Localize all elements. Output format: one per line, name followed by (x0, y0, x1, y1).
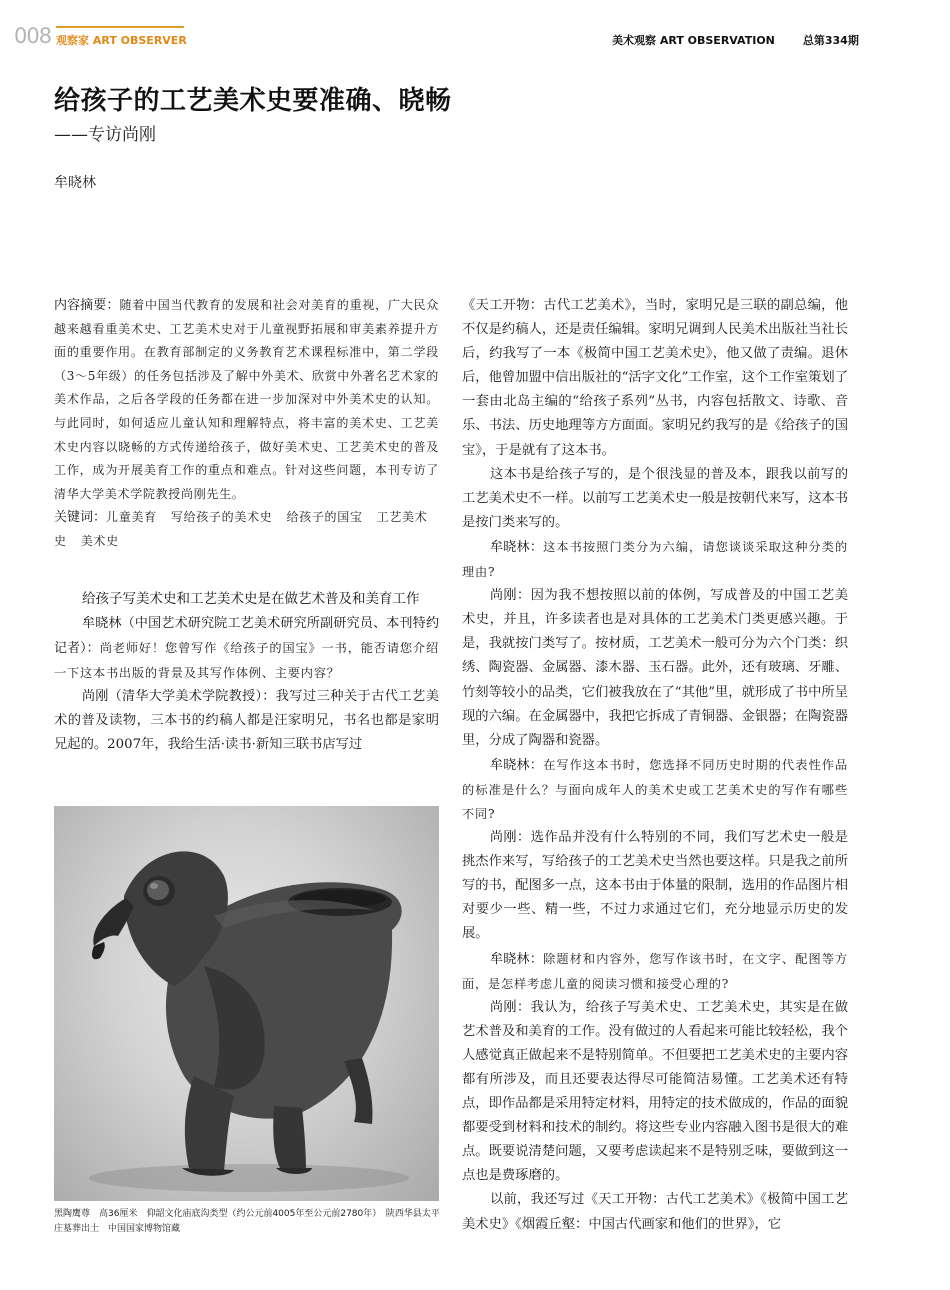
answer-text: 我认为，给孩子写美术史、工艺美术史，其实是在做艺术普及和美育的工作。没有做过的人看起来可能比较轻松，我个人感觉真正做起来不是特别简单。不但要把工艺美术史的主要内容都有所涉及，而且还要表达得尽可能简洁易懂。工艺美术还有特点，即作品都是采用特定材料，用特定的技术做成的，作品的面貌都要受到材料和技术的制约。将这些专业内容融入图书是很大的难点。既要说清楚问题，又要考虑读起来不是特别乏味，要做到这一点也是费琢磨的。 (462, 999, 848, 1184)
body-paragraph (462, 1188, 848, 1236)
body-paragraph (462, 294, 848, 463)
interview-answer (54, 685, 439, 757)
speaker-label: 尚刚： (490, 830, 531, 846)
interview-answer (462, 826, 848, 946)
body-paragraph (462, 463, 848, 535)
issue-number: 总第334期 (802, 34, 859, 47)
header-rule (56, 26, 184, 28)
speaker-label: 牟晓林： (490, 951, 544, 967)
keyword: 美术史 (80, 533, 119, 548)
magazine-name: 美术观察 ART OBSERVATION (612, 34, 775, 47)
keyword: 写给孩子的美术史 (170, 510, 273, 525)
right-column (462, 294, 848, 1237)
photo-caption: 黑陶鹰尊 高36厘米 仰韶文化庙底沟类型（约公元前4005年至公元前2780年） 陕西华县太平庄墓葬出土 中国国家博物馆藏 (54, 1209, 440, 1234)
interview-question (54, 611, 439, 685)
artifact-photo (54, 806, 439, 1201)
left-column (54, 294, 439, 757)
interview-question (462, 753, 848, 826)
speaker-label: 牟晓林： (490, 757, 544, 773)
speaker-label: 牟晓林（中国艺术研究院工艺美术研究所副研究员、本刊特约记者）： (54, 615, 439, 656)
column-label: 观察家 ART OBSERVER (56, 34, 187, 47)
paragraph-text: 《天工开物：古代工艺美术》，当时，家明兄是三联的副总编，他不仅是约稿人，还是责任编辑。家明兄调到人民美术出版社当社长后，约我写了一本《极简中国工艺美术史》，他又做了责编。退休后，他曾加盟中信出版社的“活字文化”工作室，这个工作室策划了一套由北岛主编的“给孩子系列”丛书，内容包括散文、诗歌、音乐、书法、历史地理等方方面面。家明兄约我写的是《给孩子的国宝》，于是就有了这本书。 (462, 298, 848, 458)
magazine-header (612, 32, 859, 48)
answer-text: 我写过三种关于古代工艺美术的普及读物，三本书的约稿人都是汪家明兄，书名也都是家明兄起的。2007年，我给生活·读书·新知三联书店写过 (54, 688, 439, 752)
keywords (54, 506, 439, 553)
article-author: 牟晓林 (54, 175, 96, 191)
paragraph-text: 这本书是给孩子写的，是个很浅显的普及本，跟我以前写的工艺美术史不一样。以前写工艺美术史一般是按朝代来写，这本书是按门类来写的。 (462, 466, 848, 530)
paragraph-text: 以前，我还写过《天工开物：古代工艺美术》《极简中国工艺美术史》《烟霞丘壑：中国古代画家和他们的世界》，它 (462, 1192, 848, 1232)
interview-answer (462, 996, 848, 1189)
keyword: 儿童美育 (106, 510, 157, 525)
speaker-label: 尚刚（清华大学美术学院教授）： (82, 688, 276, 704)
interview-answer (462, 584, 848, 753)
speaker-label: 尚刚： (490, 999, 531, 1015)
answer-text: 选作品并没有什么特别的不同，我们写艺术史一般是挑杰作来写，写给孩子的工艺美术史当然也要这样。只是我之前所写的书，配图多一点，这本书由于体量的限制，选用的作品图片相对要少一些、精一些，不过力求通过它们，充分地显示历史的发展。 (462, 830, 848, 942)
article-title: 给孩子的工艺美术史要准确、晓畅 (54, 86, 452, 116)
speaker-label: 尚刚： (490, 588, 531, 604)
page-number: 008 (14, 24, 52, 48)
article-subtitle: ——专访尚刚 (54, 125, 156, 145)
question-text: 这本书按照门类分为六编，请您谈谈采取这种分类的理由? (462, 539, 848, 580)
question-text: 尚老师好！您曾写作《给孩子的国宝》一书，能否请您介绍一下这本书出版的背景及其写作体例、主要内容？ (54, 640, 439, 680)
black-pottery-eagle-zun-illustration (54, 806, 439, 1201)
interview-question (462, 535, 848, 584)
section-heading: 给孩子写美术史和工艺美术史是在做艺术普及和美育工作 (82, 590, 420, 607)
abstract-text: 随着中国当代教育的发展和社会对美育的重视，广大民众越来越看重美术史、工艺美术史对于儿童视野拓展和审美素养提升方面的重要作用。在教育部制定的义务教育艺术课程标准中，第二学段（3～5年级）的任务包括涉及了解中外美术、欣赏中外著名艺术家的美术作品，之后各学段的任务都在进一步加深对中外美术史的认知。与此同时，如何适应儿童认知和理解特点，将丰富的美术史、工艺美术史内容以晓畅的方式传递给孩子，做好美术史、工艺美术史的普及工作，成为开展美育工作的重点和难点。针对这些问题，本刊专访了清华大学美术学院教授尚刚先生。 (54, 298, 439, 501)
abstract (54, 294, 439, 506)
question-text: 在写作这本书时，您选择不同历史时期的代表性作品的标准是什么？与面向成年人的美术史或工艺美术史的写作有哪些不同? (462, 757, 848, 821)
keywords-label: 关键词： (54, 510, 107, 526)
abstract-label: 内容摘要： (54, 298, 120, 313)
interview-question (462, 947, 848, 996)
answer-text: 因为我不想按照以前的体例，写成普及的中国工艺美术史，并且，许多读者也是对具体的工艺美术门类更感兴趣。于是，我就按门类写了。按材质，工艺美术一般可分为六个门类：织绣、陶瓷器、金属器、漆木器、玉石器。此外，还有玻璃、牙雕、竹刻等较小的品类，它们被我放在了“其他”里，就形成了书中所呈现的六编。在金属器中，我把它拆成了青铜器、金银器；在陶瓷器里，分成了陶器和瓷器。 (462, 588, 848, 748)
keyword: 给孩子的国宝 (286, 510, 363, 525)
speaker-label: 牟晓林： (490, 539, 544, 555)
question-text: 除题材和内容外，您写作该书时，在文字、配图等方面，是怎样考虑儿童的阅读习惯和接受心理的? (462, 951, 848, 991)
keyword: 工艺美术史 (54, 510, 428, 548)
